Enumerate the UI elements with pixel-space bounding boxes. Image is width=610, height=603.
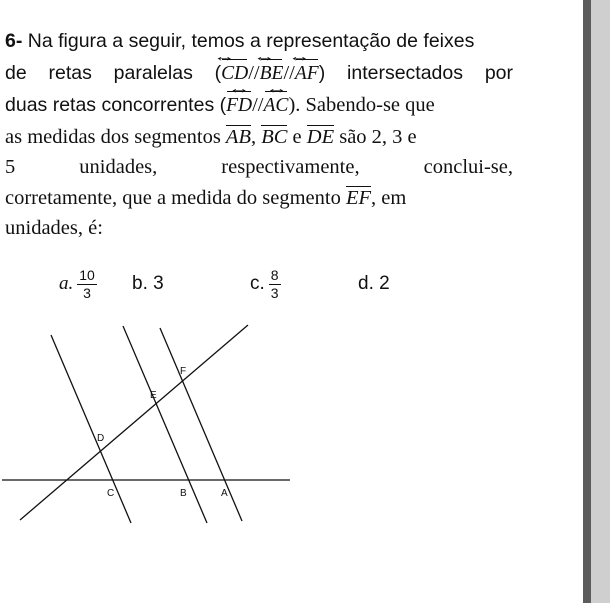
line3-post-b: Sabendo-se que — [305, 94, 435, 116]
line6-pre: corretamente, que a medida do segmento — [5, 186, 346, 209]
question-line-4 — [5, 122, 513, 153]
answer-options — [0, 262, 583, 310]
right-edge-light-bar — [591, 0, 610, 603]
vector-ac: AC ↔ — [264, 89, 289, 122]
option-c-fraction — [269, 267, 281, 302]
option-b-label: b. 3 — [132, 273, 164, 294]
parallel-sep-1: // — [248, 61, 260, 84]
question-line-1-text: Na figura a seguir, temos a representação de feixes — [27, 30, 475, 52]
question-line-6 — [5, 183, 513, 214]
option-c-label: c. — [250, 273, 265, 294]
question-line-3 — [5, 89, 513, 122]
parallel-sep-3: // — [252, 94, 264, 116]
option-a-fraction — [77, 267, 97, 302]
option-c-numerator: 8 — [270, 266, 279, 283]
parallel-line-be — [123, 326, 207, 523]
parallel-sep-2: // — [283, 61, 295, 84]
option-c[interactable] — [250, 262, 281, 306]
option-a[interactable] — [59, 262, 97, 306]
question-line-7: unidades, é: — [5, 217, 103, 239]
right-edge-dark-bar — [583, 0, 591, 603]
question-number: 6- — [5, 30, 23, 52]
vector-be: BE ↔ — [260, 57, 284, 90]
question-line-5: 5 unidades, respectivamente, conclui-se, — [5, 156, 513, 178]
line3-post-a: ). — [288, 94, 306, 116]
question-text — [5, 26, 513, 244]
label-e: E — [150, 390, 157, 401]
segment-bc: BC — [261, 125, 288, 148]
option-d[interactable] — [358, 262, 390, 306]
and-word: e — [287, 125, 307, 148]
label-f: F — [180, 366, 187, 377]
parallel-line-cd — [51, 335, 131, 523]
line6-post: , em — [371, 186, 407, 209]
label-b: B — [180, 488, 187, 499]
line2-pre: de retas paralelas ( — [5, 61, 222, 84]
vector-fd: FD ↔ — [226, 89, 252, 122]
transversal-fd — [20, 325, 248, 520]
segment-ab: AB — [225, 125, 251, 148]
line3-pre: duas retas concorrentes ( — [5, 94, 227, 116]
label-c: C — [107, 488, 115, 499]
parallel-line-af — [160, 328, 242, 521]
vector-cd: CD ↔ — [221, 57, 248, 90]
line2-post: ) intersectados por — [318, 61, 514, 84]
option-c-denominator: 3 — [270, 284, 279, 301]
vector-af: AF ↔ — [295, 57, 319, 90]
option-a-numerator: 10 — [79, 266, 95, 283]
option-a-label: a. — [59, 273, 74, 294]
line4-post: são 2, 3 e — [334, 125, 417, 148]
segment-ef: EF — [345, 186, 372, 209]
label-a: A — [221, 488, 228, 499]
segment-de: DE — [306, 125, 335, 148]
comma-1: , — [250, 125, 262, 148]
option-b[interactable] — [132, 262, 164, 306]
geometry-figure — [0, 318, 300, 528]
line4-pre: as medidas dos segmentos — [5, 125, 226, 148]
option-a-denominator: 3 — [83, 284, 91, 301]
option-d-label: d. 2 — [358, 273, 390, 294]
label-d: D — [97, 433, 105, 444]
